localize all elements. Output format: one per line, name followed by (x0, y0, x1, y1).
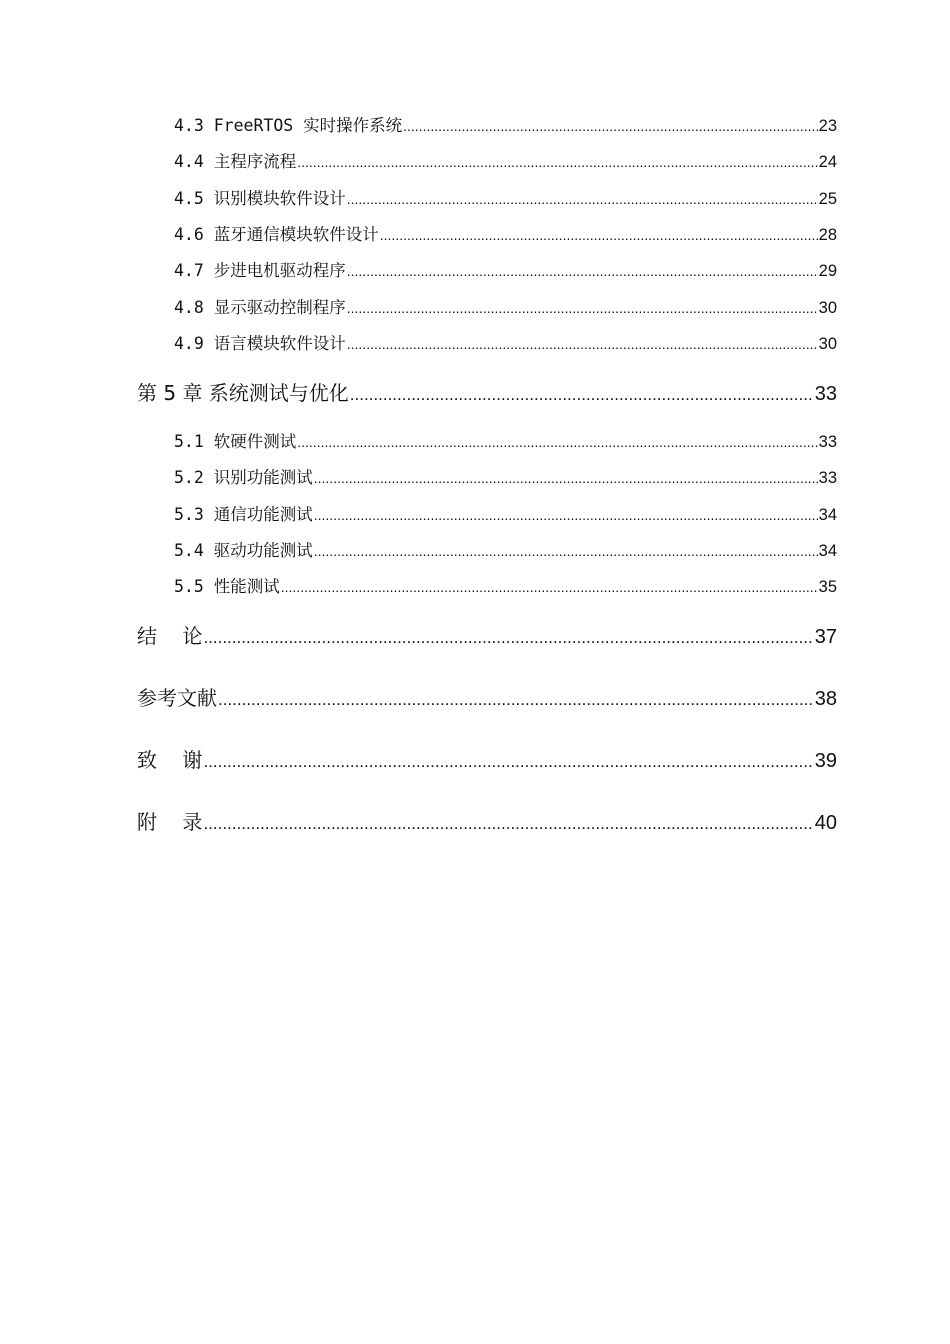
toc-entry-title: 致 谢 (137, 748, 203, 772)
toc-entry-page: 35 (818, 578, 837, 596)
toc-entry-page: 29 (818, 262, 837, 280)
toc-entry-title: 4.9 语言模块软件设计 (174, 334, 346, 353)
toc-entry-4-8[interactable] (174, 300, 837, 317)
dot-leader (314, 471, 818, 485)
toc-entry-title: 4.6 蓝牙通信模块软件设计 (174, 225, 379, 244)
toc-entry-page: 39 (814, 750, 837, 772)
toc-entry-5-5[interactable] (174, 579, 837, 596)
toc-entry-chapter-5[interactable] (137, 383, 837, 404)
dot-leader (314, 508, 818, 522)
toc-entry-page: 25 (818, 190, 837, 208)
toc-entry-title: 4.5 识别模块软件设计 (174, 189, 346, 208)
toc-entry-4-5[interactable] (174, 191, 837, 208)
dot-leader (403, 119, 818, 133)
dot-leader (281, 580, 818, 594)
toc-entry-title: 5.5 性能测试 (174, 577, 280, 596)
dot-leader (297, 435, 817, 449)
toc-entry-page: 38 (814, 688, 837, 710)
dot-leader (380, 228, 818, 242)
toc-entry-4-4[interactable] (174, 154, 837, 171)
toc-entry-acknowledgements[interactable] (137, 750, 837, 771)
toc-entry-page: 24 (818, 153, 837, 171)
dot-leader (347, 301, 818, 315)
toc-entry-title: 结 论 (137, 624, 203, 648)
toc-entry-page: 33 (818, 469, 837, 487)
toc-entry-title: 5.4 驱动功能测试 (174, 541, 313, 560)
dot-leader (203, 815, 813, 832)
toc-entry-title: 参考文献 (137, 686, 217, 710)
toc-entry-5-1[interactable] (174, 434, 837, 451)
toc-entry-5-3[interactable] (174, 507, 837, 524)
toc-entry-page: 34 (818, 506, 837, 524)
dot-leader (314, 544, 818, 558)
toc-entry-5-4[interactable] (174, 543, 837, 560)
dot-leader (350, 386, 814, 403)
toc-entry-4-6[interactable] (174, 227, 837, 244)
toc-entry-conclusion[interactable] (137, 626, 837, 647)
dot-leader (218, 691, 814, 708)
toc-entry-page: 23 (818, 117, 837, 135)
toc-entry-page: 33 (818, 433, 837, 451)
dot-leader (347, 264, 818, 278)
toc-entry-title: 第 5 章 系统测试与优化 (137, 381, 349, 405)
toc-entry-references[interactable] (137, 688, 837, 709)
dot-leader (347, 337, 818, 351)
toc-entry-page: 33 (814, 383, 837, 405)
dot-leader (297, 155, 817, 169)
toc-entry-page: 30 (818, 299, 837, 317)
toc-entry-4-9[interactable] (174, 336, 837, 353)
toc-entry-title: 5.1 软硬件测试 (174, 432, 297, 451)
toc-entry-appendix[interactable] (137, 812, 837, 833)
toc-entry-title: 4.8 显示驱动控制程序 (174, 298, 346, 317)
toc-entry-4-7[interactable] (174, 263, 837, 280)
toc-entry-page: 30 (818, 335, 837, 353)
toc-entry-title: 5.2 识别功能测试 (174, 468, 313, 487)
dot-leader (203, 753, 813, 770)
toc-entry-title: 4.4 主程序流程 (174, 152, 297, 171)
toc-entry-title: 附 录 (137, 810, 203, 834)
dot-leader (347, 192, 818, 206)
toc-entry-page: 37 (814, 626, 837, 648)
toc-entry-page: 40 (814, 812, 837, 834)
toc-entry-page: 28 (818, 226, 837, 244)
toc-entry-title: 5.3 通信功能测试 (174, 505, 313, 524)
dot-leader (203, 629, 813, 646)
toc-entry-title: 4.3 FreeRTOS 实时操作系统 (174, 116, 403, 135)
toc-entry-5-2[interactable] (174, 470, 837, 487)
toc-entry-page: 34 (818, 542, 837, 560)
toc-entry-4-3[interactable] (174, 118, 837, 135)
toc-entry-title: 4.7 步进电机驱动程序 (174, 261, 346, 280)
